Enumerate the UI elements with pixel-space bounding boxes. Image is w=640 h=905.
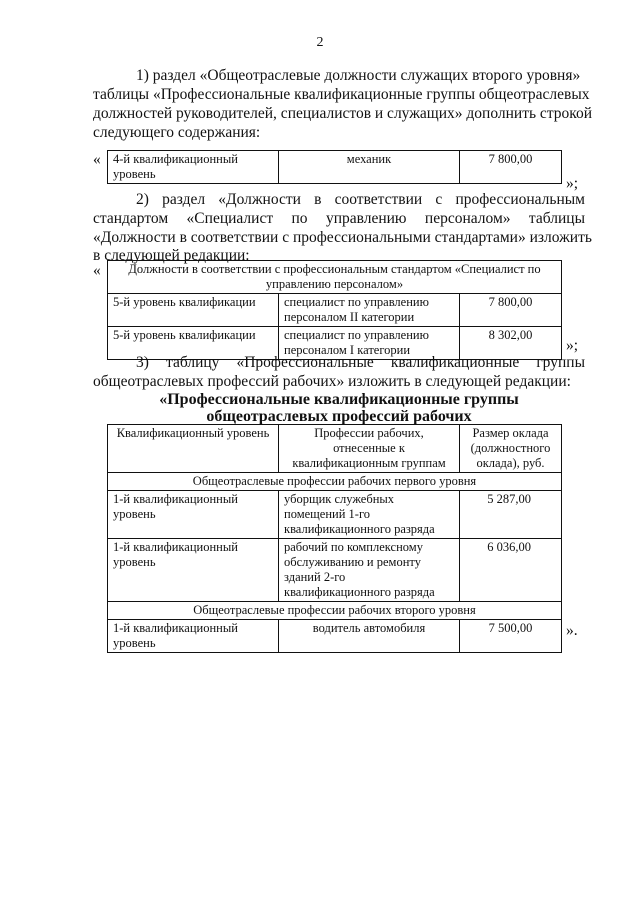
salary-cell: 7 500,00	[460, 620, 562, 653]
table-row	[108, 294, 562, 327]
salary-cell: 5 287,00	[460, 491, 562, 539]
p1-line-3: должностей руководителей, специалистов и служащих» дополнить строкой	[93, 105, 593, 122]
group-label: Общеотраслевые профессии рабочих первого уровня	[108, 473, 562, 491]
page-number: 2	[316, 35, 324, 50]
table-mechanic	[107, 150, 562, 184]
p3-line-2: общеотраслевых профессий рабочих» изложить в следующей редакции:	[93, 373, 571, 390]
table-row	[108, 491, 562, 539]
group-row	[108, 602, 562, 620]
salary-cell: 7 800,00	[460, 151, 562, 184]
level-cell: 1-й квалификационный уровень	[108, 491, 279, 539]
close-quote: »;	[566, 337, 579, 354]
column-header-salary: Размер оклада (должностного оклада), руб.	[460, 425, 562, 473]
column-header-level: Квалификационный уровень	[108, 425, 279, 473]
table-header-row	[108, 261, 562, 294]
table-hr-specialist	[107, 260, 562, 360]
table-header-row	[108, 425, 562, 473]
level-cell: 1-й квалификационный уровень	[108, 539, 279, 602]
level-cell: 5-й уровень квалификации	[108, 294, 279, 327]
table-worker-professions	[107, 424, 562, 653]
position-cell: механик	[279, 151, 460, 184]
close-quote: ».	[566, 622, 578, 639]
group-label: Общеотраслевые профессии рабочих второго уровня	[108, 602, 562, 620]
position-cell: специалист по управлению персоналом I категории	[279, 327, 460, 360]
table-row	[108, 151, 562, 184]
table-row	[108, 539, 562, 602]
close-quote: »;	[566, 175, 579, 192]
p2-line-4: в следующей редакции:	[93, 247, 250, 264]
column-header-profession: Профессии рабочих, отнесенные к квалификационным группам	[279, 425, 460, 473]
salary-cell: 6 036,00	[460, 539, 562, 602]
open-quote: «	[93, 262, 101, 279]
position-cell: водитель автомобиля	[279, 620, 460, 653]
p2-line-1: 2) раздел «Должности в соответствии с профессиональным	[136, 191, 585, 208]
p3-line-1: 3) таблицу «Профессиональные квалификационные группы	[136, 354, 585, 371]
position-cell: рабочий по комплексному обслуживанию и ремонту зданий 2-го квалификационного разряда	[279, 539, 460, 602]
table-title-line-1: «Профессиональные квалификационные группы	[159, 391, 519, 408]
group-row	[108, 473, 562, 491]
p1-line-2: таблицы «Профессиональные квалификационные группы общеотраслевых	[93, 86, 590, 103]
table-title-line-2: общеотраслевых профессий рабочих	[206, 408, 472, 425]
p2-line-3: «Должности в соответствии с профессиональными стандартами» изложить	[93, 229, 592, 246]
salary-cell: 7 800,00	[460, 294, 562, 327]
table-header: Должности в соответствии с профессиональным стандартом «Специалист по управлению персоналом»	[108, 261, 562, 294]
table-row	[108, 620, 562, 653]
p1-line-4: следующего содержания:	[93, 124, 261, 141]
position-cell: специалист по управлению персоналом II категории	[279, 294, 460, 327]
p1-line-1: 1) раздел «Общеотраслевые должности служащих второго уровня»	[136, 67, 581, 84]
p2-line-2: стандартом «Специалист по управлению персоналом» таблицы	[93, 210, 585, 227]
open-quote: «	[93, 151, 101, 168]
level-cell: 5-й уровень квалификации	[108, 327, 279, 360]
level-cell: 1-й квалификационный уровень	[108, 620, 279, 653]
level-cell: 4-й квалификационный уровень	[108, 151, 279, 184]
position-cell: уборщик служебных помещений 1-го квалификационного разряда	[279, 491, 460, 539]
salary-cell: 8 302,00	[460, 327, 562, 360]
